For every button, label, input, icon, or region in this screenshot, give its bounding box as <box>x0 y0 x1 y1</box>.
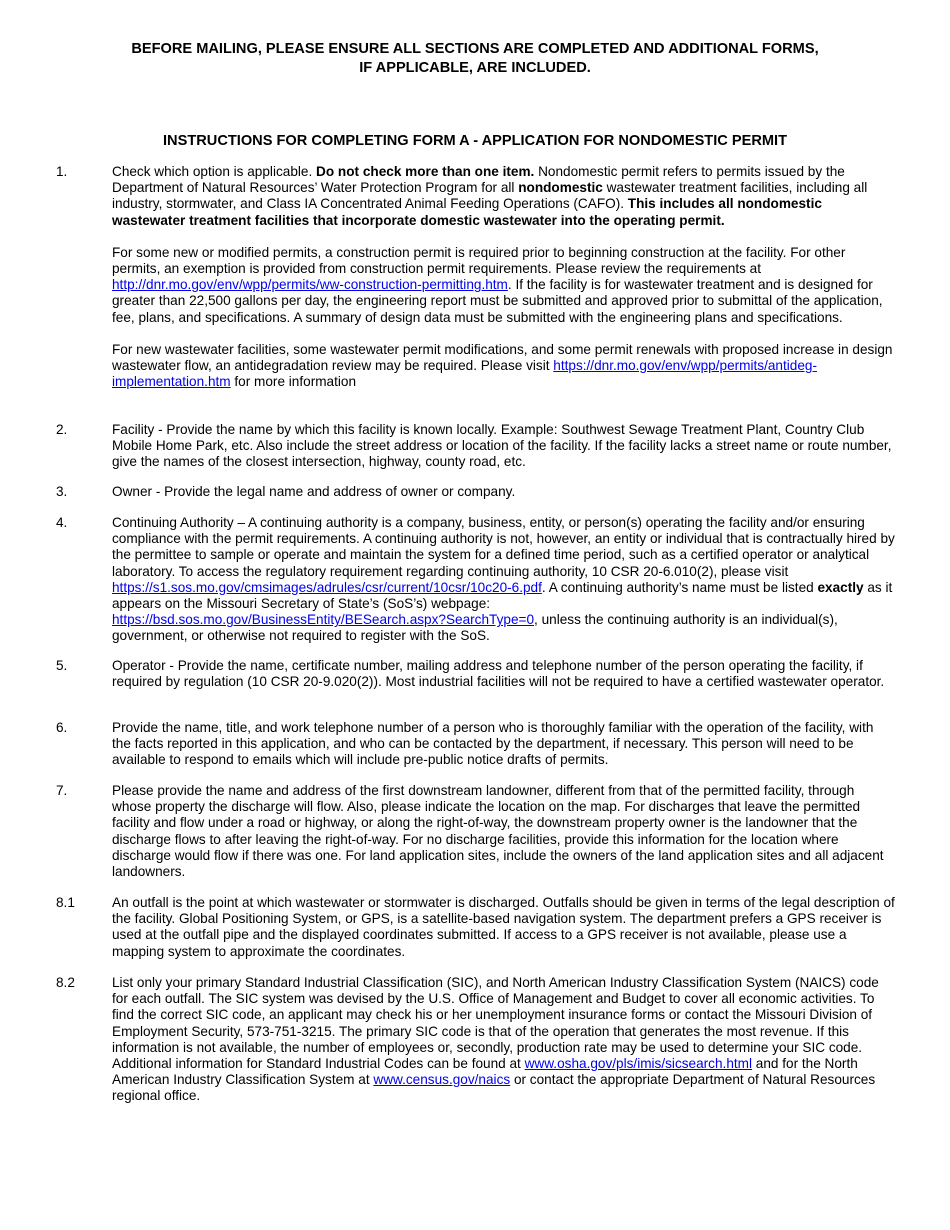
item-1-paragraph-2 <box>112 245 896 326</box>
item-1-paragraph-3 <box>112 342 896 391</box>
instruction-item-4 <box>56 515 896 645</box>
continuing-authority-rule-link[interactable]: https://s1.sos.mo.gov/cmsimages/adrules/csr/current/10csr/10c20-6.pdf <box>112 579 542 595</box>
emphasis: nondomestic <box>518 180 603 196</box>
mailing-notice-line-1: BEFORE MAILING, PLEASE ENSURE ALL SECTIONS ARE COMPLETED AND ADDITIONAL FORMS, <box>131 41 819 57</box>
construction-permitting-link[interactable]: http://dnr.mo.gov/env/wpp/permits/ww-construction-permitting.htm <box>112 277 508 293</box>
item-number: 8.2 <box>56 975 75 990</box>
item-1-paragraph-1 <box>112 164 896 229</box>
item-8-2-paragraph <box>112 975 896 1105</box>
census-naics-link[interactable]: www.census.gov/naics <box>373 1072 511 1088</box>
item-number: 3. <box>56 484 68 499</box>
item-number: 6. <box>56 720 68 735</box>
text: . A continuing authority’s name must be listed <box>541 579 818 595</box>
item-number: 8.1 <box>56 895 75 910</box>
item-number: 7. <box>56 783 68 798</box>
sos-business-search-link[interactable]: https://bsd.sos.mo.gov/BusinessEntity/BESearch.aspx?SearchType=0 <box>112 612 535 628</box>
instruction-item-1 <box>56 164 896 390</box>
item-text: Owner - Provide the legal name and address of owner or company. <box>112 484 516 499</box>
item-number: 4. <box>56 515 68 530</box>
instruction-item-8-1 <box>56 895 896 960</box>
text: Check which option is applicable. <box>112 164 317 179</box>
text: for more information <box>230 374 357 390</box>
mailing-notice <box>60 40 890 78</box>
item-number: 2. <box>56 422 68 437</box>
text: For new wastewater facilities, some wastewater permit modifications, and some permit renewals with proposed increase in design wastewater flow, an antidegradation review may be required. Please visit <box>112 341 893 374</box>
instruction-item-7 <box>56 783 896 880</box>
text: , unless the continuing authority is an individual(s), government, or otherwise not required to register with the SoS. <box>112 612 838 644</box>
emphasis: exactly <box>817 579 864 595</box>
item-text: Operator - Provide the name, certificate number, mailing address and telephone number of the person operating the facility, if required by regulation (10 CSR 20-9.020(2)). Most industrial facilities will not be required to have a certified wastewater operator. <box>112 658 885 690</box>
text: or contact the appropriate Department of Natural Resources regional office. <box>112 1072 876 1104</box>
text: wastewater treatment facilities, including all industry, stormwater, and Class IA Concentrated Animal Feeding Operations (CAFO). <box>112 180 868 212</box>
text: List only your primary Standard Industrial Classification (SIC), and North American Industry Classification System (NAICS) code for each outfall. The SIC system was devised by the U.S. Office of Management and Budget to cover all economic activities. To find the correct SIC code, an applicant may check his or her unemployment insurance forms or contact the Missouri Division of Employment Security, 573-751-3215. The primary SIC code is that of the operation that generates the most revenue. If this information is not available, the number of employees or, secondly, production rate may be used to determine your SIC code. Additional information for Standard Industrial Codes can be found at <box>112 975 879 1072</box>
text: . If the facility is for wastewater treatment and is designed for greater than 22,500 gallons per day, the engineering report must be submitted and approved prior to submittal of the application, fee, plans, and specifications. A summary of design data must be submitted with the engineering plans and specifications. <box>112 277 883 325</box>
mailing-notice-line-2: IF APPLICABLE, ARE INCLUDED. <box>359 60 591 76</box>
instruction-item-5 <box>56 658 896 690</box>
emphasis: Do not check more than one item. <box>316 164 535 179</box>
text: Nondomestic permit refers to permits issued by the Department of Natural Resources’ Water Protection Program for all <box>112 164 845 196</box>
item-number: 5. <box>56 658 68 673</box>
osha-sic-search-link[interactable]: www.osha.gov/pls/imis/sicsearch.html <box>524 1056 752 1072</box>
item-text: An outfall is the point at which wastewater or stormwater is discharged. Outfalls should be given in terms of the legal description of the facility. Global Positioning System, or GPS, is a satellite-based navigation system. The department prefers a GPS receiver is used at the outfall pipe and the displayed coordinates submitted. If access to a GPS receiver is not available, please use a mapping system to approximate the coordinates. <box>112 895 895 959</box>
item-text: Please provide the name and address of the first downstream landowner, different from that of the permitted facility, through whose property the discharge will flow. Also, please indicate the location on the map. For discharges that leave the permitted facility and flow under a road or highway, or along the right-of-way, the downstream property owner is the landowner that the discharge flows to after leaving the right-of-way. For no discharge facilities, provide this information for the location where discharge would flow if there was one. For land application sites, include the owners of the land application sites and all adjacent landowners. <box>112 783 884 880</box>
item-text: Provide the name, title, and work telephone number of a person who is thoroughly familiar with the operation of the facility, with the facts reported in this application, and who can be contacted by the department, if necessary. This person will need to be available to respond to emails which will include pre-public notice drafts of permits. <box>112 720 874 768</box>
item-4-paragraph <box>112 515 896 645</box>
text: For some new or modified permits, a construction permit is required prior to beginning construction at the facility. For other permits, an exemption is provided from construction permit requirements. Please review the requirements at <box>112 244 846 277</box>
text: and for the North American Industry Classification System at <box>112 1056 858 1088</box>
antidegradation-link[interactable]: https://dnr.mo.gov/env/wpp/permits/antideg-implementation.htm <box>112 358 817 390</box>
text: Continuing Authority – A continuing authority is a company, business, entity, or person(s) operating the facility and/or ensuring compliance with the permit requirements. A continuing authority is not, however, an entity or individual that is contractually hired by the permittee to sample or operate and maintain the system for a defined time period, such as a certified operator or analytical laboratory. To access the regulatory requirement regarding continuing authority, 10 CSR 20-6.010(2), please visit <box>112 515 895 579</box>
instruction-item-8-2 <box>56 975 896 1105</box>
text: as it appears on the Missouri Secretary of State’s (SoS’s) webpage: <box>112 579 893 612</box>
instruction-item-3 <box>56 484 896 500</box>
item-number: 1. <box>56 164 68 179</box>
emphasis: This includes all nondomestic wastewater treatment facilities that incorporate domestic wastewater into the operating permit. <box>112 196 822 228</box>
instruction-item-2 <box>56 422 896 471</box>
page-title: INSTRUCTIONS FOR COMPLETING FORM A - APPLICATION FOR NONDOMESTIC PERMIT <box>163 133 787 149</box>
instruction-item-6 <box>56 720 896 769</box>
item-text: Facility - Provide the name by which this facility is known locally. Example: Southwest Sewage Treatment Plant, Country Club Mobile Home Park, etc. Also include the street address or location of the facility. If the facility lacks a street name or route number, give the names of the closest intersection, highway, county road, etc. <box>112 422 892 470</box>
